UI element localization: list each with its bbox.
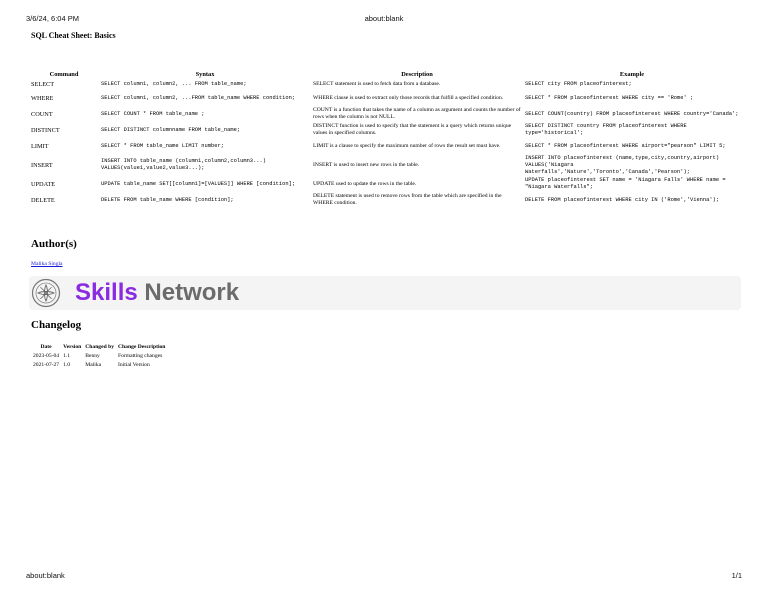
command-cell: INSERT: [31, 161, 53, 169]
command-cell: DISTINCT: [31, 126, 60, 134]
changelog-version: 1.1: [63, 352, 71, 359]
table-row: [29, 79, 741, 90]
syntax-cell: SELECT column1, column2, ... FROM table_name;: [101, 81, 247, 87]
syntax-cell: SELECT column1, column2, ...FROM table_name WHERE condition;: [101, 94, 296, 101]
changelog-row: [31, 360, 167, 369]
description-cell: DELETE statement is used to remove rows from the table which are specified in the WHERE condition.: [313, 193, 502, 206]
description-cell: LIMIT is a clause to specify the maximum number of rows the result set must have.: [313, 142, 501, 149]
example-cell: UPDATE placeofinterest SET name = 'Niagara Falls' WHERE name = "Niagara Waterfalls";: [525, 177, 726, 190]
author-link[interactable]: Malika Singla: [31, 261, 63, 267]
example-cell: DELETE FROM placeofinterest WHERE city IN ('Rome','Vienna');: [525, 196, 720, 203]
print-footer: [26, 571, 742, 581]
changelog-table: [31, 342, 167, 369]
example-cell: INSERT INTO placeofinterest (name,type,city,country,airport) VALUES('Niagara Waterfalls','Nature','Toronto','Canada','Pearson');: [525, 154, 720, 175]
table-header-row: [29, 70, 741, 79]
changelog-changed-by: Malika: [85, 361, 102, 368]
changelog-row: [31, 351, 167, 360]
changelog-header-date: Date: [40, 343, 52, 350]
changelog-changed-by: Benny: [85, 352, 100, 359]
syntax-cell: DELETE FROM table_name WHERE [condition];: [101, 196, 234, 203]
changelog-heading: Changelog: [31, 319, 82, 331]
syntax-cell: INSERT INTO table_name (column1,column2,column3...) VALUES(value1,value2,value3...);: [101, 158, 266, 171]
print-footer-url: about:blank: [26, 571, 65, 580]
syntax-cell: SELECT DISTINCT columnname FROM table_name;: [101, 126, 241, 133]
syntax-cell: UPDATE table_name SET[[column1]=[VALUES]] WHERE [condition];: [101, 180, 296, 187]
command-cell: SELECT: [31, 81, 55, 88]
column-header-description: Description: [401, 70, 433, 78]
column-header-example: Example: [619, 70, 645, 78]
skills-network-wordmark: [75, 279, 239, 307]
column-header-syntax: Syntax: [195, 70, 215, 78]
table-row: [29, 154, 741, 176]
table-row: [29, 106, 741, 122]
changelog-header-row: [31, 342, 167, 351]
authors-heading: Author(s): [31, 238, 77, 250]
command-cell: UPDATE: [31, 180, 56, 188]
print-header: [26, 14, 742, 24]
command-cell: DELETE: [31, 196, 55, 204]
changelog-version: 1.0: [63, 361, 71, 368]
skills-network-banner: [29, 276, 741, 310]
example-cell: SELECT * FROM placeofinterest WHERE airport="pearson" LIMIT 5;: [525, 142, 726, 149]
brand-word-skills: Skills: [75, 279, 138, 306]
example-cell: SELECT DISTINCT country FROM placeofinterest WHERE type='historical';: [525, 123, 687, 136]
syntax-cell: SELECT * FROM table_name LIMIT number;: [101, 142, 224, 149]
description-cell: SELECT statement is used to fetch data from a database.: [313, 81, 441, 87]
changelog-header-version: Version: [63, 343, 82, 350]
changelog-header-description: Change Description: [118, 343, 166, 350]
table-row: [29, 192, 741, 208]
print-page-number: 1/1: [731, 571, 742, 580]
description-cell: DISTINCT function is used to specify that the statement is a query which returns unique values in specified columns.: [313, 123, 512, 136]
command-cell: LIMIT: [31, 142, 49, 150]
print-datetime: 3/6/24, 6:04 PM: [26, 14, 79, 23]
example-cell: SELECT COUNT(country) FROM placeofinterest WHERE country='Canada';: [525, 110, 739, 117]
print-header-url: about:blank: [364, 14, 404, 23]
brand-word-network: Network: [144, 279, 240, 306]
skills-network-logo-icon: [31, 278, 61, 308]
column-header-command: Command: [49, 70, 79, 78]
changelog-description: Formatting changes: [118, 352, 163, 359]
changelog-date: 2023-05-04: [33, 352, 60, 359]
description-cell: WHERE clause is used to extract only those records that fulfill a specified condition.: [313, 94, 504, 101]
command-cell: COUNT: [31, 110, 53, 118]
table-row: [29, 122, 741, 138]
changelog-date: 2021-07-27: [33, 361, 60, 368]
table-row: [29, 90, 741, 106]
table-row: [29, 138, 741, 154]
example-cell: SELECT * FROM placeofinterest WHERE city == 'Rome' ;: [525, 94, 694, 101]
command-cell: WHERE: [31, 94, 54, 102]
changelog-header-changed-by: Changed by: [85, 343, 115, 350]
document-title: SQL Cheat Sheet: Basics: [31, 31, 116, 40]
example-cell: SELECT city FROM placeofinterest;: [525, 81, 632, 87]
description-cell: UPDATE used to update the rows in the table.: [313, 180, 417, 187]
table-row: [29, 176, 741, 192]
description-cell: COUNT is a function that takes the name of a column as argument and counts the number of rows when the column is not NULL.: [313, 107, 521, 120]
changelog-description: Initial Version: [118, 361, 150, 368]
cheat-sheet-table: [29, 70, 741, 208]
description-cell: INSERT is used to insert new rows in the table.: [313, 161, 420, 168]
syntax-cell: SELECT COUNT * FROM table_name ;: [101, 110, 205, 117]
